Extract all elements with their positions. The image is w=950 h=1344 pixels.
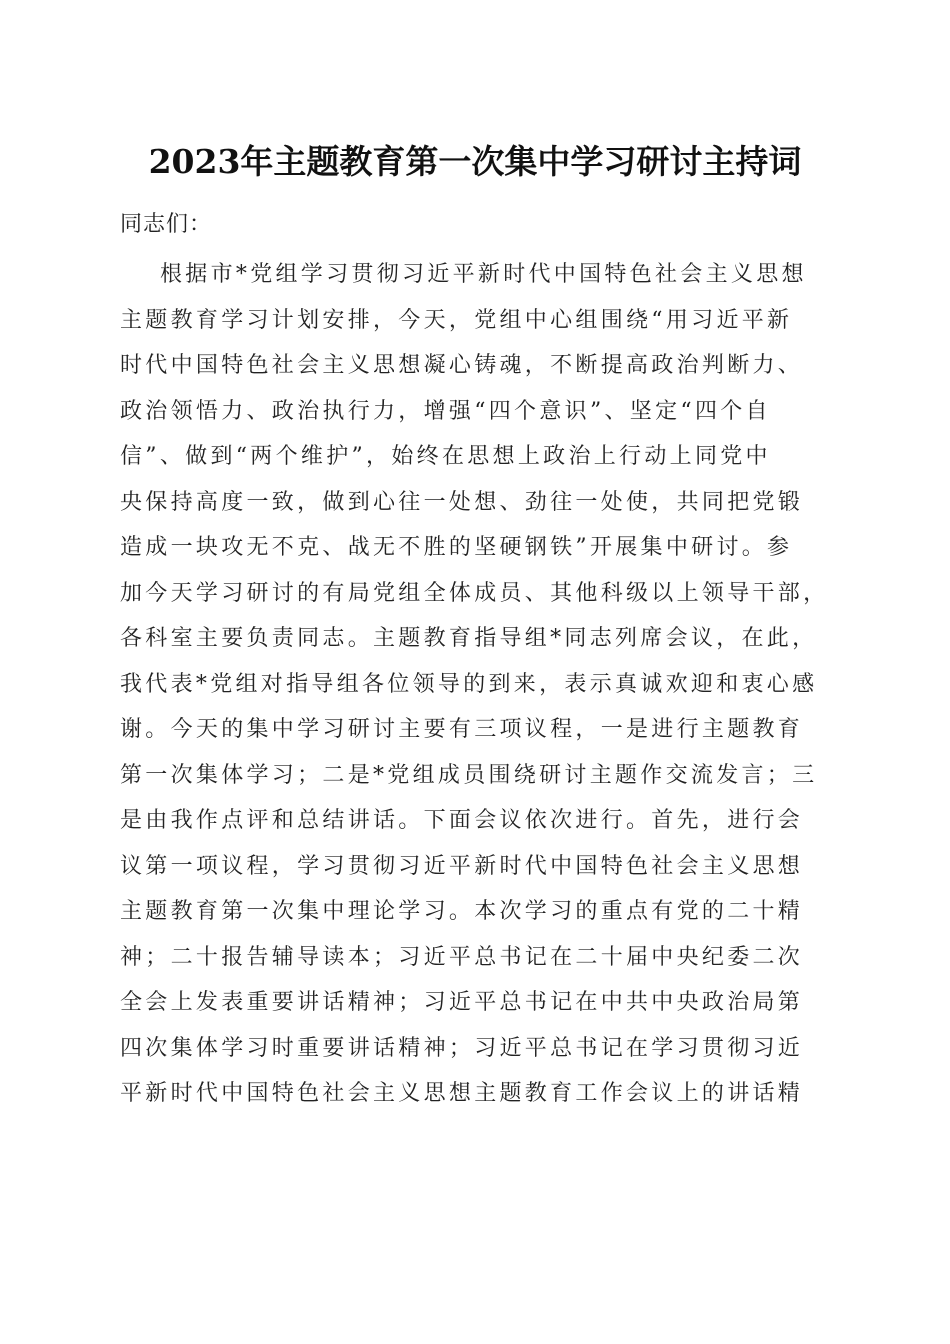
document-title: 2023年主题教育第一次集中学习研讨主持词 <box>148 142 802 181</box>
paragraph-line: 是由我作点评和总结讲话。下面会议依次进行。首先，进行会 <box>120 808 804 833</box>
paragraph-line: 我代表*党组对指导组各位领导的到来，表示真诚欢迎和衷心感 <box>120 671 818 697</box>
paragraph-line: 四次集体学习时重要讲话精神；习近平总书记在学习贯彻习近 <box>120 1035 804 1061</box>
paragraph-line: 谢。今天的集中学习研讨主要有三项议程，一是进行主题教育 <box>120 717 804 742</box>
paragraph-line: 央保持高度一致，做到心往一处想、劲往一处使，共同把党锻 <box>120 489 804 515</box>
paragraph-line: 平新时代中国特色社会主义思想主题教育工作会议上的讲话精 <box>120 1081 804 1106</box>
paragraph-line: 时代中国特色社会主义思想凝心铸魂，不断提高政治判断力、 <box>120 353 804 378</box>
paragraph-line: 根据市*党组学习贯彻习近平新时代中国特色社会主义思想 <box>160 262 807 287</box>
paragraph-line: 神；二十报告辅导读本；习近平总书记在二十届中央纪委二次 <box>120 944 804 970</box>
salutation: 同志们： <box>120 212 213 237</box>
paragraph-line: 主题教育第一次集中理论学习。本次学习的重点有党的二十精 <box>120 899 804 924</box>
paragraph-line: 议第一项议程，学习贯彻习近平新时代中国特色社会主义思想 <box>120 853 804 879</box>
paragraph-line: 造成一块攻无不克、战无不胜的坚硬钢铁”开展集中研讨。参 <box>120 535 793 560</box>
paragraph-line: 政治领悟力、政治执行力，增强“四个意识”、坚定“四个自 <box>120 398 771 424</box>
paragraph-line: 第一次集体学习；二是*党组成员围绕研讨主题作交流发言；三 <box>120 762 818 788</box>
paragraph-line: 加今天学习研讨的有局党组全体成员、其他科级以上领导干部， <box>120 580 829 606</box>
paragraph-line: 信”、做到“两个维护”，始终在思想上政治上行动上同党中 <box>120 444 771 469</box>
paragraph-line: 全会上发表重要讲话精神；习近平总书记在中共中央政治局第 <box>120 990 804 1015</box>
body-paragraph <box>120 252 830 1117</box>
paragraph-line: 各科室主要负责同志。主题教育指导组*同志列席会议，在此， <box>120 626 818 651</box>
paragraph-line: 主题教育学习计划安排，今天，党组中心组围绕“用习近平新 <box>120 307 793 333</box>
